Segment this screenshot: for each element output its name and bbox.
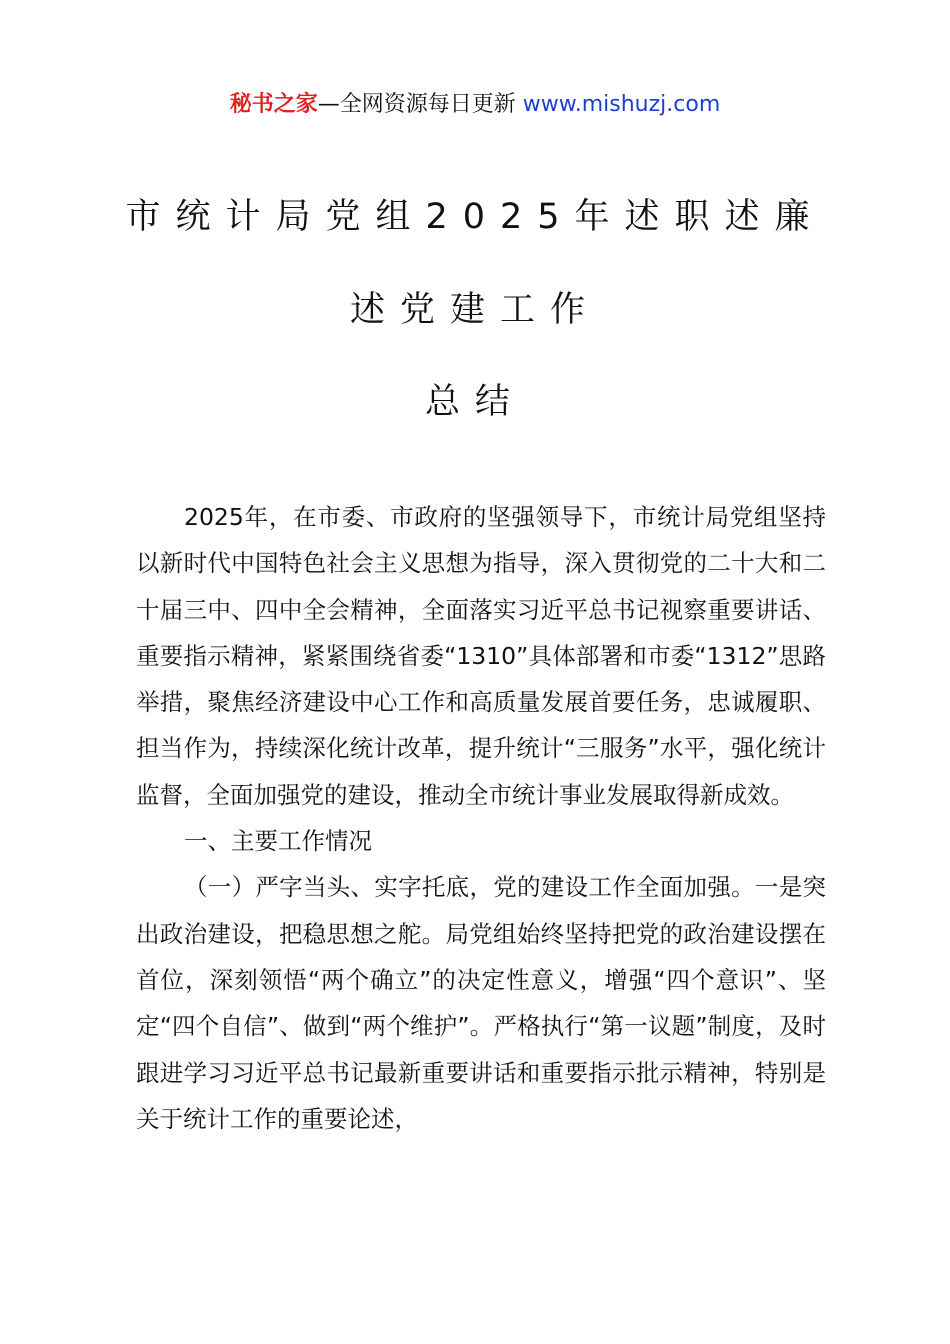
document-title-line-2: 述党建工作: [349, 290, 600, 330]
document-title-line-1: 市统计局党组2025年述职述廉: [125, 197, 825, 237]
site-brand: 秘书之家: [229, 92, 318, 117]
body-paragraph-party-building: （一）严字当头、实字托底，党的建设工作全面加强。一是突出政治建设，把稳思想之舵。局党组始终坚持把党的政治建设摆在首位，深刻领悟“两个确立”的决定性意义，增强“四个意识”、坚定“四个自信”、做到“两个维护”。严格执行“第一议题”制度，及时跟进学习习近平总书记最新重要讲话和重要指示批示精神，特别是关于统计工作的重要论述，: [136, 873, 826, 1133]
site-header: [0, 88, 950, 122]
document-title-line-3: 总结: [424, 382, 525, 422]
body-paragraph-intro: 2025年，在市委、市政府的坚强领导下，市统计局党组坚持以新时代中国特色社会主义思想为指导，深入贯彻党的二十大和二十届三中、四中全会精神，全面落实习近平总书记视察重要讲话、重要指示精神，紧紧围绕省委“1310”具体部署和市委“1312”思路举措，聚焦经济建设中心工作和高质量发展首要任务，忠诚履职、担当作为，持续深化统计改革，提升统计“三服务”水平，强化统计监督，全面加强党的建设，推动全市统计事业发展取得新成效。: [136, 503, 826, 809]
site-tagline: —全网资源每日更新: [317, 92, 523, 117]
section-heading-main-work: 一、主要工作情况: [184, 827, 372, 856]
site-url-link[interactable]: www.mishuzj.com: [522, 92, 721, 117]
document-body: [136, 494, 826, 1142]
